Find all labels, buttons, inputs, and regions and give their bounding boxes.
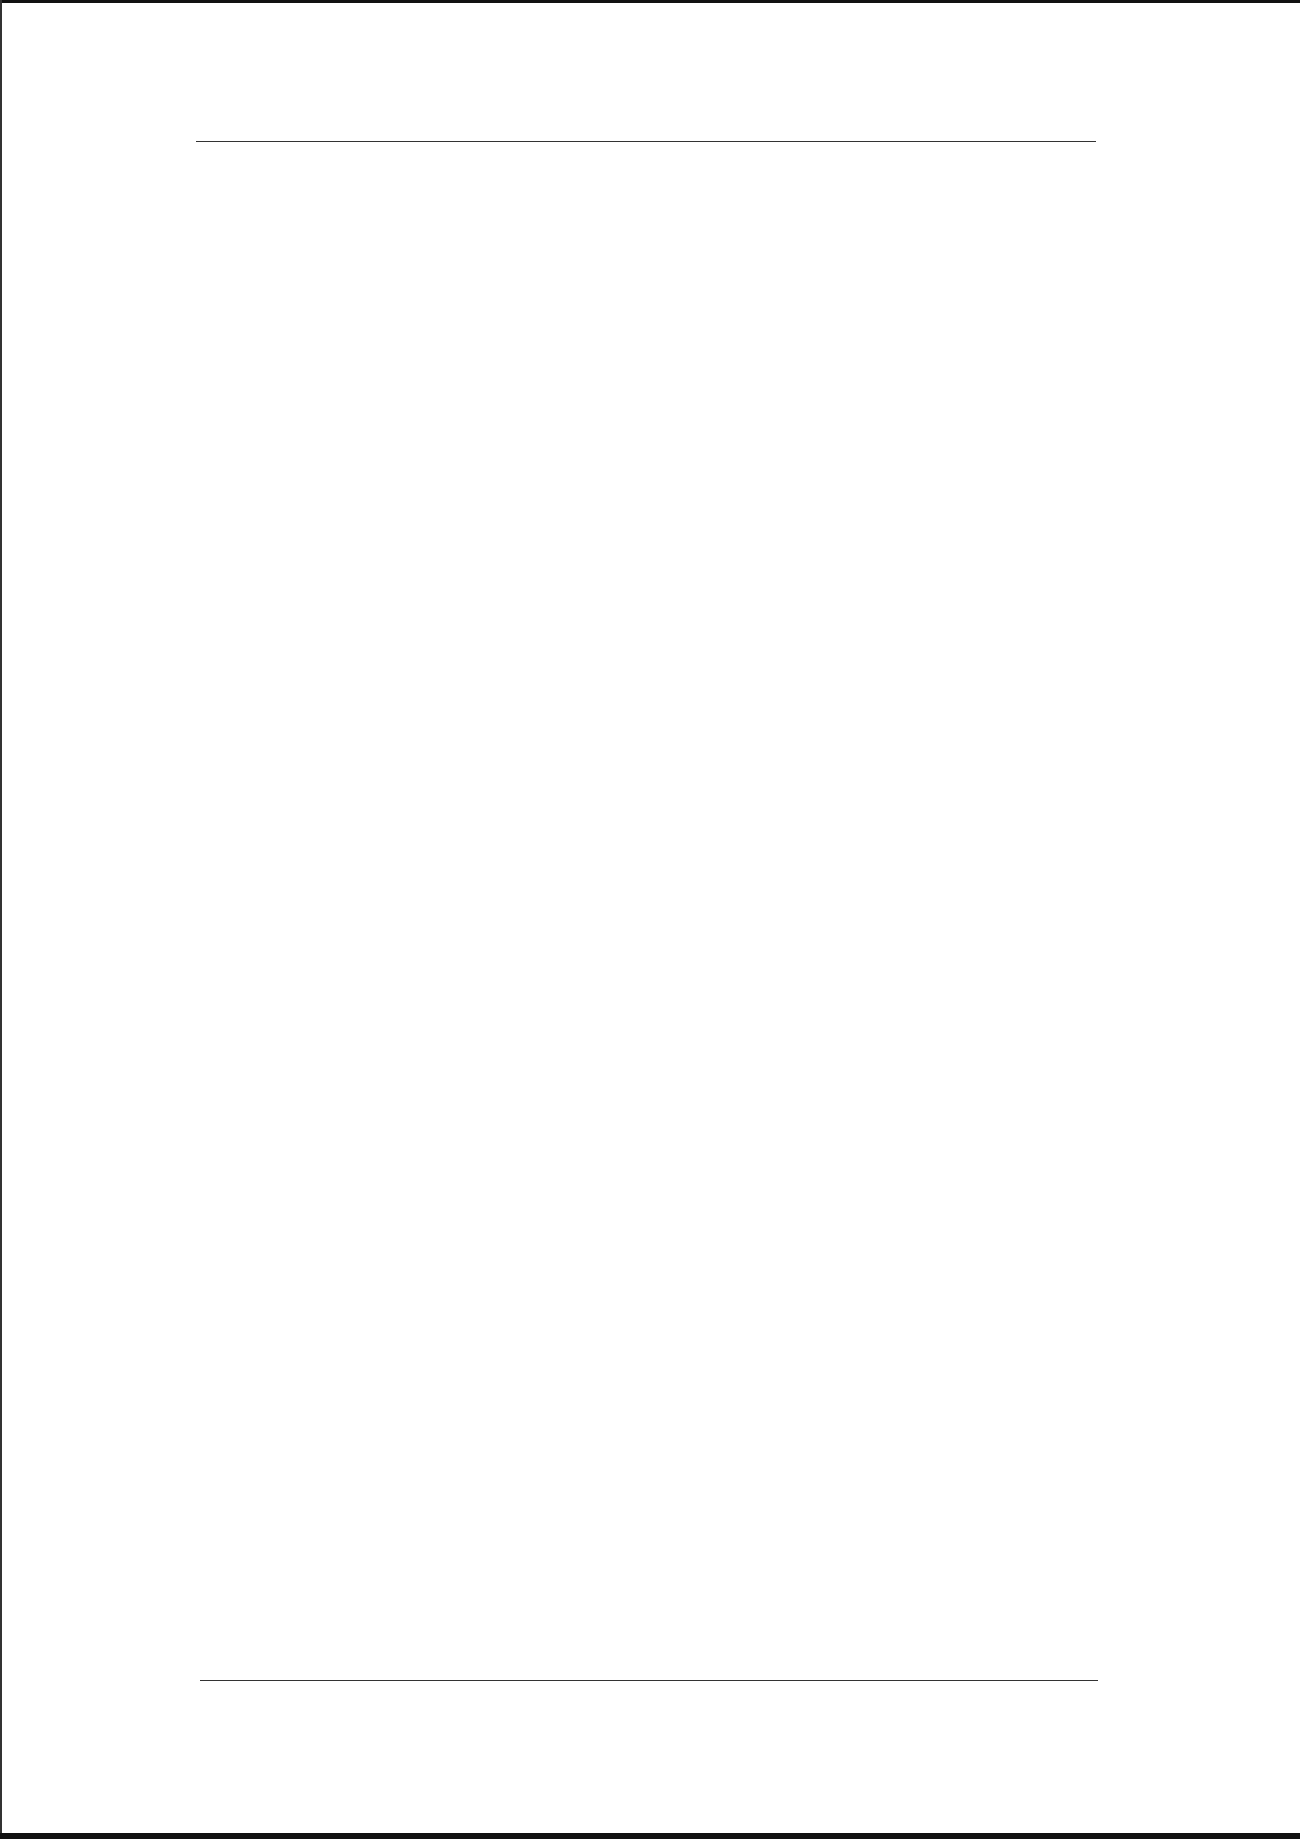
chart-seguranca: [625, 1187, 1125, 1507]
header-divider: [196, 141, 1096, 142]
page-top-border: [0, 0, 1300, 3]
page-left-border: [0, 0, 2, 1839]
page-bottom-border: [0, 1833, 1300, 1839]
footer-divider: [200, 1680, 1098, 1681]
page-number: [1145, 1535, 1205, 1665]
chart-atendimento-telefonico: [625, 288, 1125, 608]
chart-relacao-qualidade-preco: [625, 750, 1125, 1070]
